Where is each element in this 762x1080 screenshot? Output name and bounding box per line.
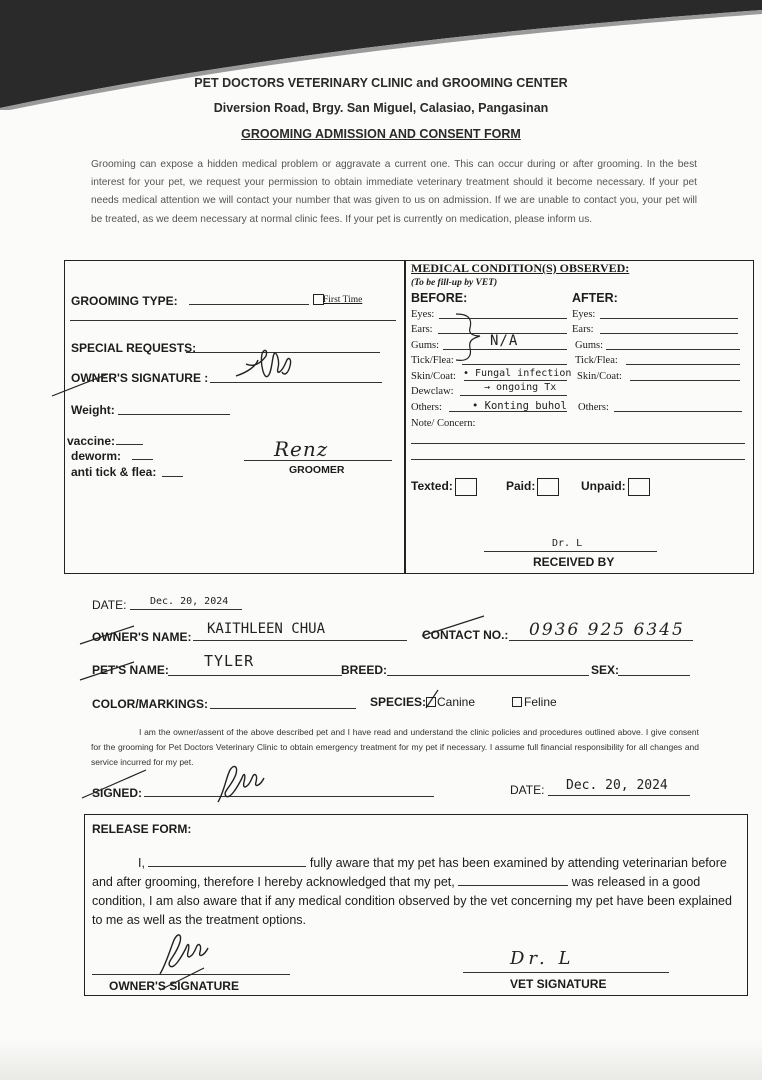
vet-subtitle: (To be fill-up by VET) xyxy=(411,278,498,288)
before-others-label: Others: xyxy=(411,402,442,413)
unpaid-status xyxy=(581,478,650,496)
after-gums-label: Gums: xyxy=(575,340,604,351)
contact-strike xyxy=(420,612,490,642)
deworm-field[interactable] xyxy=(132,459,153,460)
before-skincoat-label: Skin/Coat: xyxy=(411,371,456,382)
grooming-type-field[interactable] xyxy=(189,304,309,305)
clinic-address: Diversion Road, Brgy. San Miguel, Calasiao, Pangasinan xyxy=(213,101,549,115)
anti-tick-label: anti tick & flea: xyxy=(71,465,157,479)
before-eyes-label: Eyes: xyxy=(411,309,435,320)
after-eyes-field[interactable] xyxy=(600,318,738,319)
color-markings-label: COLOR/MARKINGS: xyxy=(92,697,208,711)
release-paragraph xyxy=(92,854,742,930)
contact-value: 0936 925 6345 xyxy=(529,620,685,640)
color-markings-field[interactable] xyxy=(210,708,356,709)
before-ears-label: Ears: xyxy=(411,324,433,335)
before-tickflea-label: Tick/Flea: xyxy=(411,355,454,366)
medical-condition-box xyxy=(404,260,754,574)
paid-checkbox[interactable] xyxy=(537,478,559,496)
pet-name-field[interactable] xyxy=(168,675,342,676)
clinic-name: PET DOCTORS VETERINARY CLINIC and GROOMING CENTER xyxy=(194,76,568,90)
before-skincoat-field[interactable] xyxy=(464,380,567,381)
before-gums-label: Gums: xyxy=(411,340,440,351)
others-before-note: • Konting buhol xyxy=(472,400,567,412)
release-text-i: I, xyxy=(138,856,145,870)
release-pet-name-field[interactable] xyxy=(458,873,568,886)
after-eyes-label: Eyes: xyxy=(572,309,596,320)
release-owner-name-field[interactable] xyxy=(148,854,306,867)
date2-value: Dec. 20, 2024 xyxy=(566,778,668,793)
species-label: SPECIES: xyxy=(370,695,427,709)
special-requests-label: SPECIAL REQUESTS: xyxy=(71,341,197,355)
release-title: RELEASE FORM: xyxy=(92,822,192,836)
na-note: N/A xyxy=(490,333,519,349)
after-tickflea-label: Tick/Flea: xyxy=(575,355,618,366)
sex-label: SEX: xyxy=(591,663,620,677)
anti-tick-field[interactable] xyxy=(162,476,183,477)
signed-strike xyxy=(80,766,150,802)
intro-paragraph: Grooming can expose a hidden medical problem or aggravate a current one. This can occur during or after grooming. In the best interest for your pet, we request your permission to obtain immediate veterinary treatment should it become necessary. If your pet needs medical attention we will contact your number that was given to us on admission. If we are unable to contact you, your pet will be treated, as we deem necessary at normal clinic fees. If your pet is currently on medication, please inform us. xyxy=(91,159,697,225)
paid-label: Paid: xyxy=(506,479,536,494)
texted-status xyxy=(411,478,477,496)
after-others-field[interactable] xyxy=(614,411,742,412)
unpaid-label: Unpaid: xyxy=(581,479,626,494)
note-line-1[interactable] xyxy=(411,443,745,444)
vet-signature-field[interactable] xyxy=(463,972,669,973)
release-text-2: fully aware that my pet has been examined by attending veterinarian before and after grooming, therefore I hereby acknowledged that my pet, xyxy=(92,856,727,889)
date2-field[interactable] xyxy=(548,795,690,796)
received-by-label: RECEIVED BY xyxy=(533,555,615,569)
pet-name-value: TYLER xyxy=(204,652,255,670)
strike-mark xyxy=(50,370,110,400)
page-curl-shadow xyxy=(0,0,762,110)
after-skincoat-label: Skin/Coat: xyxy=(577,371,622,382)
grooming-type-label: GROOMING TYPE: xyxy=(71,294,178,308)
after-tickflea-field[interactable] xyxy=(626,364,740,365)
owner-name-strike xyxy=(78,620,138,650)
date2-label: DATE: xyxy=(510,783,545,797)
after-skincoat-field[interactable] xyxy=(630,380,740,381)
before-dewclaw-field[interactable] xyxy=(460,395,567,396)
breed-field[interactable] xyxy=(387,675,589,676)
after-others-label: Others: xyxy=(578,402,609,413)
vet-signature-label: VET SIGNATURE xyxy=(510,977,607,991)
after-gums-field[interactable] xyxy=(606,349,740,350)
vaccine-field[interactable] xyxy=(116,444,143,445)
weight-label: Weight: xyxy=(71,403,115,417)
groomer-field[interactable] xyxy=(244,460,392,461)
feline-label: Feline xyxy=(524,695,557,709)
release-owner-strike xyxy=(158,964,208,994)
owner-name-field[interactable] xyxy=(193,640,407,641)
groomer-label: GROOMER xyxy=(289,464,345,476)
vet-signature-value: Dr. L xyxy=(510,948,575,969)
received-by-signature: Dr. L xyxy=(552,538,583,549)
deworm-label: deworm: xyxy=(71,449,122,463)
skin-coat-before-note: • Fungal infection xyxy=(463,368,572,379)
note-concern-label: Note/ Concern: xyxy=(411,418,476,429)
owner-signature-label: OWNER'S SIGNATURE : xyxy=(71,371,209,385)
consent-paragraph: I am the owner/assent of the above described pet and I have read and understand the clinic policies and procedures outlined above. I give consent for the grooming for Pet Doctors Veterinary Clinic to obtain emergency treatment for my pet if necessary. I assume full financial responsibility for all changes and service incurred for my pet. xyxy=(91,727,699,767)
weight-field[interactable] xyxy=(118,414,230,415)
release-text-3: was released in a good condition, I am also aware that if any medical condition observed by the vet concerning my pet have been explained to me as well as the treatment options. xyxy=(92,875,732,927)
after-label: AFTER: xyxy=(572,291,618,305)
owner-name-label: OWNER'S NAME: xyxy=(92,630,192,644)
received-by-field[interactable] xyxy=(484,551,657,552)
contact-label: CONTACT NO.: xyxy=(422,628,509,642)
note-line-2[interactable] xyxy=(411,459,745,460)
sex-field[interactable] xyxy=(618,675,690,676)
skin-coat-before-note-2: → ongoing Tx xyxy=(484,382,557,393)
texted-label: Texted: xyxy=(411,479,453,494)
groomer-name: Renz xyxy=(274,437,329,461)
pet-name-label: PET'S NAME: xyxy=(92,663,169,677)
date-value: Dec. 20, 2024 xyxy=(150,596,229,607)
contact-field[interactable] xyxy=(509,640,693,641)
signed-field[interactable] xyxy=(144,796,434,797)
signed-label: SIGNED: xyxy=(92,786,143,800)
pet-name-strike xyxy=(78,656,138,684)
scan-bottom-shade xyxy=(0,1040,762,1080)
na-bracket xyxy=(450,310,490,370)
feline-checkbox[interactable] xyxy=(512,697,522,707)
unpaid-checkbox[interactable] xyxy=(628,478,650,496)
vaccine-label: vaccine: xyxy=(67,434,116,448)
first-time-label: First Time xyxy=(323,295,363,305)
owner-signature-scribble xyxy=(228,346,298,384)
release-owner-signature-label: OWNER'S SIGNATURE xyxy=(109,979,239,993)
medical-condition-title: MEDICAL CONDITION(S) OBSERVED: xyxy=(411,261,630,275)
before-dewclaw-label: Dewclaw: xyxy=(411,386,454,397)
signed-signature-scribble xyxy=(208,756,272,806)
date-field[interactable] xyxy=(130,609,242,610)
date-label: DATE: xyxy=(92,598,127,612)
paid-status xyxy=(506,478,559,496)
after-ears-label: Ears: xyxy=(572,324,594,335)
breed-label: BREED: xyxy=(341,663,388,677)
before-label: BEFORE: xyxy=(411,291,468,305)
owner-name-value: KAITHLEEN CHUA xyxy=(207,621,326,637)
grooming-type-field-line2[interactable] xyxy=(70,320,396,321)
canine-label: Canine xyxy=(437,695,476,709)
after-ears-field[interactable] xyxy=(600,333,738,334)
form-title: GROOMING ADMISSION AND CONSENT FORM xyxy=(241,127,521,141)
texted-checkbox[interactable] xyxy=(455,478,477,496)
